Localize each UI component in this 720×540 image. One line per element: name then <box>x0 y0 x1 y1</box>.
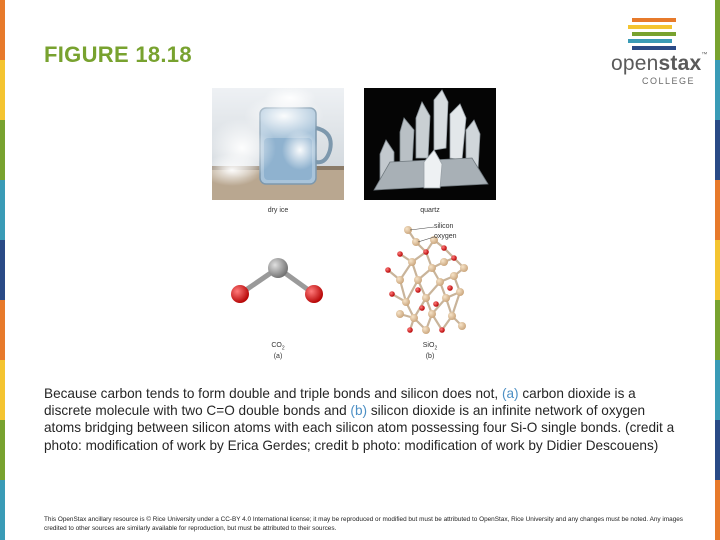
right-edge-segment <box>715 180 720 240</box>
quartz-label: quartz <box>420 207 440 214</box>
right-edge-segment <box>715 420 720 480</box>
right-edge-segment <box>715 480 720 540</box>
logo-stripes-icon <box>608 16 704 52</box>
right-edge-segment <box>715 360 720 420</box>
dry-ice-label: dry ice <box>267 207 289 214</box>
right-edge-segment <box>715 240 720 300</box>
dry-ice-photo <box>212 88 344 200</box>
figure-caption: Because carbon tends to form double and triple bonds and silicon does not, (a) carbon dioxide is a discrete molecule with two C=O double bonds and (b) silicon dioxide is an infinite network of oxygen atoms bridging between silicon atoms with each silicon atom possessing four Si-O single bonds. (credit a photo: modification of work by Erica Gerdes; credit b photo: modification of work by Didier Descouens) <box>44 386 675 453</box>
left-edge-segment <box>0 60 5 120</box>
caption-label-a: (a) <box>501 386 519 401</box>
legend-silicon: silicon <box>434 223 454 230</box>
left-edge-segment <box>0 480 5 540</box>
right-edge-segment <box>715 120 720 180</box>
co2-formula: $CO_2$ <box>271 342 285 352</box>
left-edge-segment <box>0 300 5 360</box>
left-edge-segment <box>0 120 5 180</box>
legend-oxygen: oxygen <box>434 233 457 240</box>
sio2-formula: SiO$_2$ <box>422 342 438 352</box>
left-edge-segment <box>0 0 5 60</box>
openstax-logo <box>608 16 708 86</box>
logo-wordmark: openstax™ <box>611 52 708 75</box>
left-edge-segment <box>0 420 5 480</box>
right-edge-segment <box>715 60 720 120</box>
panel-a-tag: (a) <box>273 353 283 360</box>
co2-molecule-model <box>222 252 332 312</box>
caption-label-b: (b) <box>350 403 368 419</box>
license-footer: This OpenStax ancillary resource is © Rice University under a CC-BY 4.0 International license; it may be reproduced or modified but must be attributed to OpenStax, Rice University and any changes must be noted. Any images credited to other sources are similarly available for reproduction, but must be attributed to their sources. <box>44 516 684 532</box>
right-edge-segment <box>715 0 720 60</box>
left-edge-segment <box>0 180 5 240</box>
right-edge-segment <box>715 300 720 360</box>
figure-title: FIGURE 18.18 <box>44 42 192 67</box>
left-edge-segment <box>0 360 5 420</box>
logo-subtitle: COLLEGE <box>642 76 696 86</box>
quartz-photo <box>364 88 496 200</box>
left-edge-segment <box>0 240 5 300</box>
panel-b-tag: (b) <box>425 353 435 360</box>
